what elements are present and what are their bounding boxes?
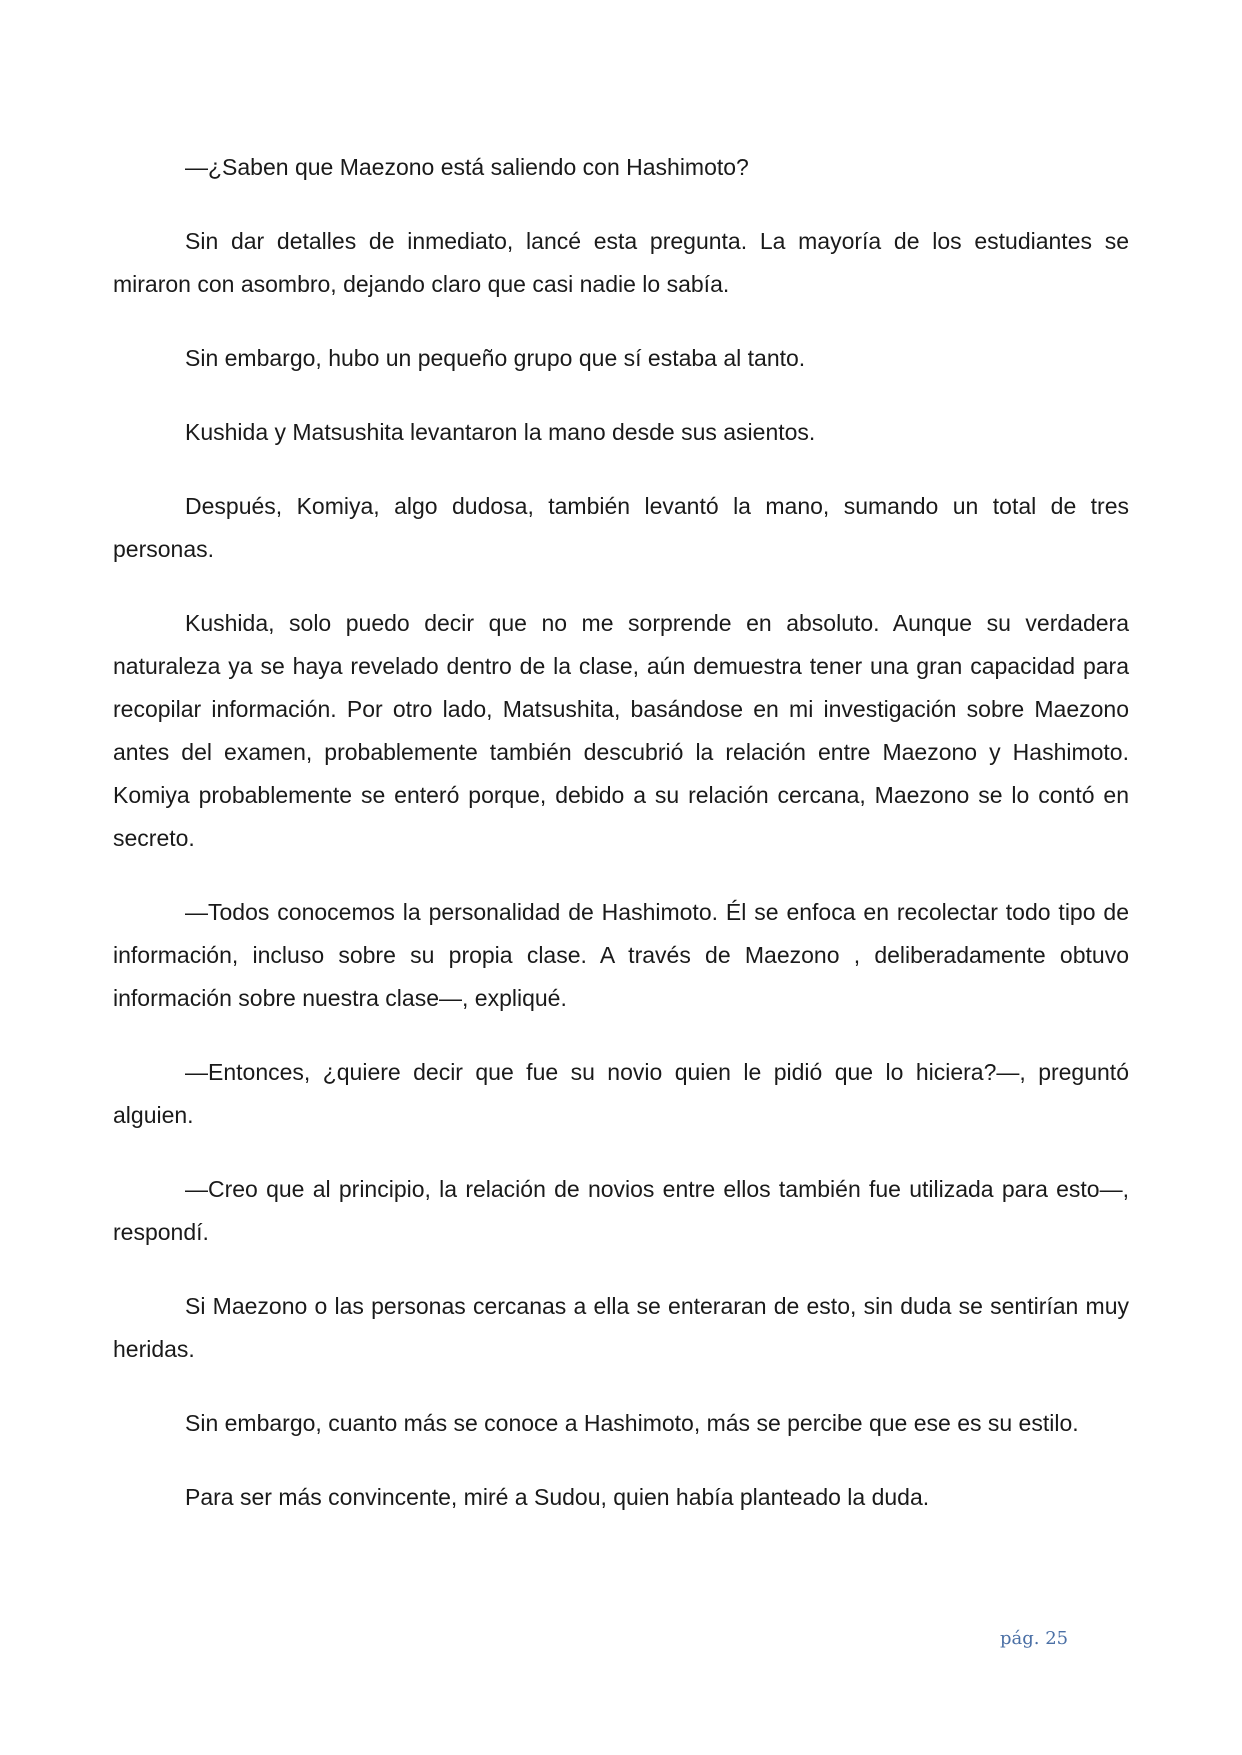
- paragraph: Sin embargo, hubo un pequeño grupo que sí estaba al tanto.: [185, 345, 806, 371]
- paragraph: Kushida y Matsushita levantaron la mano desde sus asientos.: [185, 419, 816, 445]
- paragraph: Sin dar detalles de inmediato, lancé esta pregunta. La mayoría de los estudiantes se miraron con asombro, dejando claro que casi nadie lo sabía.: [113, 228, 1129, 297]
- paragraph: Sin embargo, cuanto más se conoce a Hashimoto, más se percibe que ese es su estilo.: [185, 1410, 1079, 1436]
- page-body: [113, 146, 1129, 1550]
- paragraph: —Todos conocemos la personalidad de Hashimoto. Él se enfoca en recolectar todo tipo de información, incluso sobre su propia clase. A través de Maezono , deliberadamente obtuvo información sobre nuestra clase—, expliqué.: [113, 899, 1129, 1011]
- paragraph: Para ser más convincente, miré a Sudou, quien había planteado la duda.: [185, 1484, 930, 1510]
- paragraph: —Creo que al principio, la relación de novios entre ellos también fue utilizada para esto—, respondí.: [113, 1176, 1129, 1245]
- paragraph: —¿Saben que Maezono está saliendo con Hashimoto?: [185, 154, 749, 180]
- paragraph: Kushida, solo puedo decir que no me sorprende en absoluto. Aunque su verdadera naturaleza ya se haya revelado dentro de la clase, aún demuestra tener una gran capacidad para recopilar información. Por otro lado, Matsushita, basándose en mi investigación sobre Maezono antes del examen, probablemente también descubrió la relación entre Maezono y Hashimoto. Komiya probablemente se enteró porque, debido a su relación cercana, Maezono se lo contó en secreto.: [113, 610, 1129, 851]
- page-number: pág. 25: [1000, 1628, 1069, 1649]
- paragraph: Si Maezono o las personas cercanas a ella se enteraran de esto, sin duda se sentirían muy heridas.: [113, 1293, 1129, 1362]
- paragraph: —Entonces, ¿quiere decir que fue su novio quien le pidió que lo hiciera?—, preguntó alguien.: [113, 1059, 1129, 1128]
- paragraph: Después, Komiya, algo dudosa, también levantó la mano, sumando un total de tres personas.: [113, 493, 1129, 562]
